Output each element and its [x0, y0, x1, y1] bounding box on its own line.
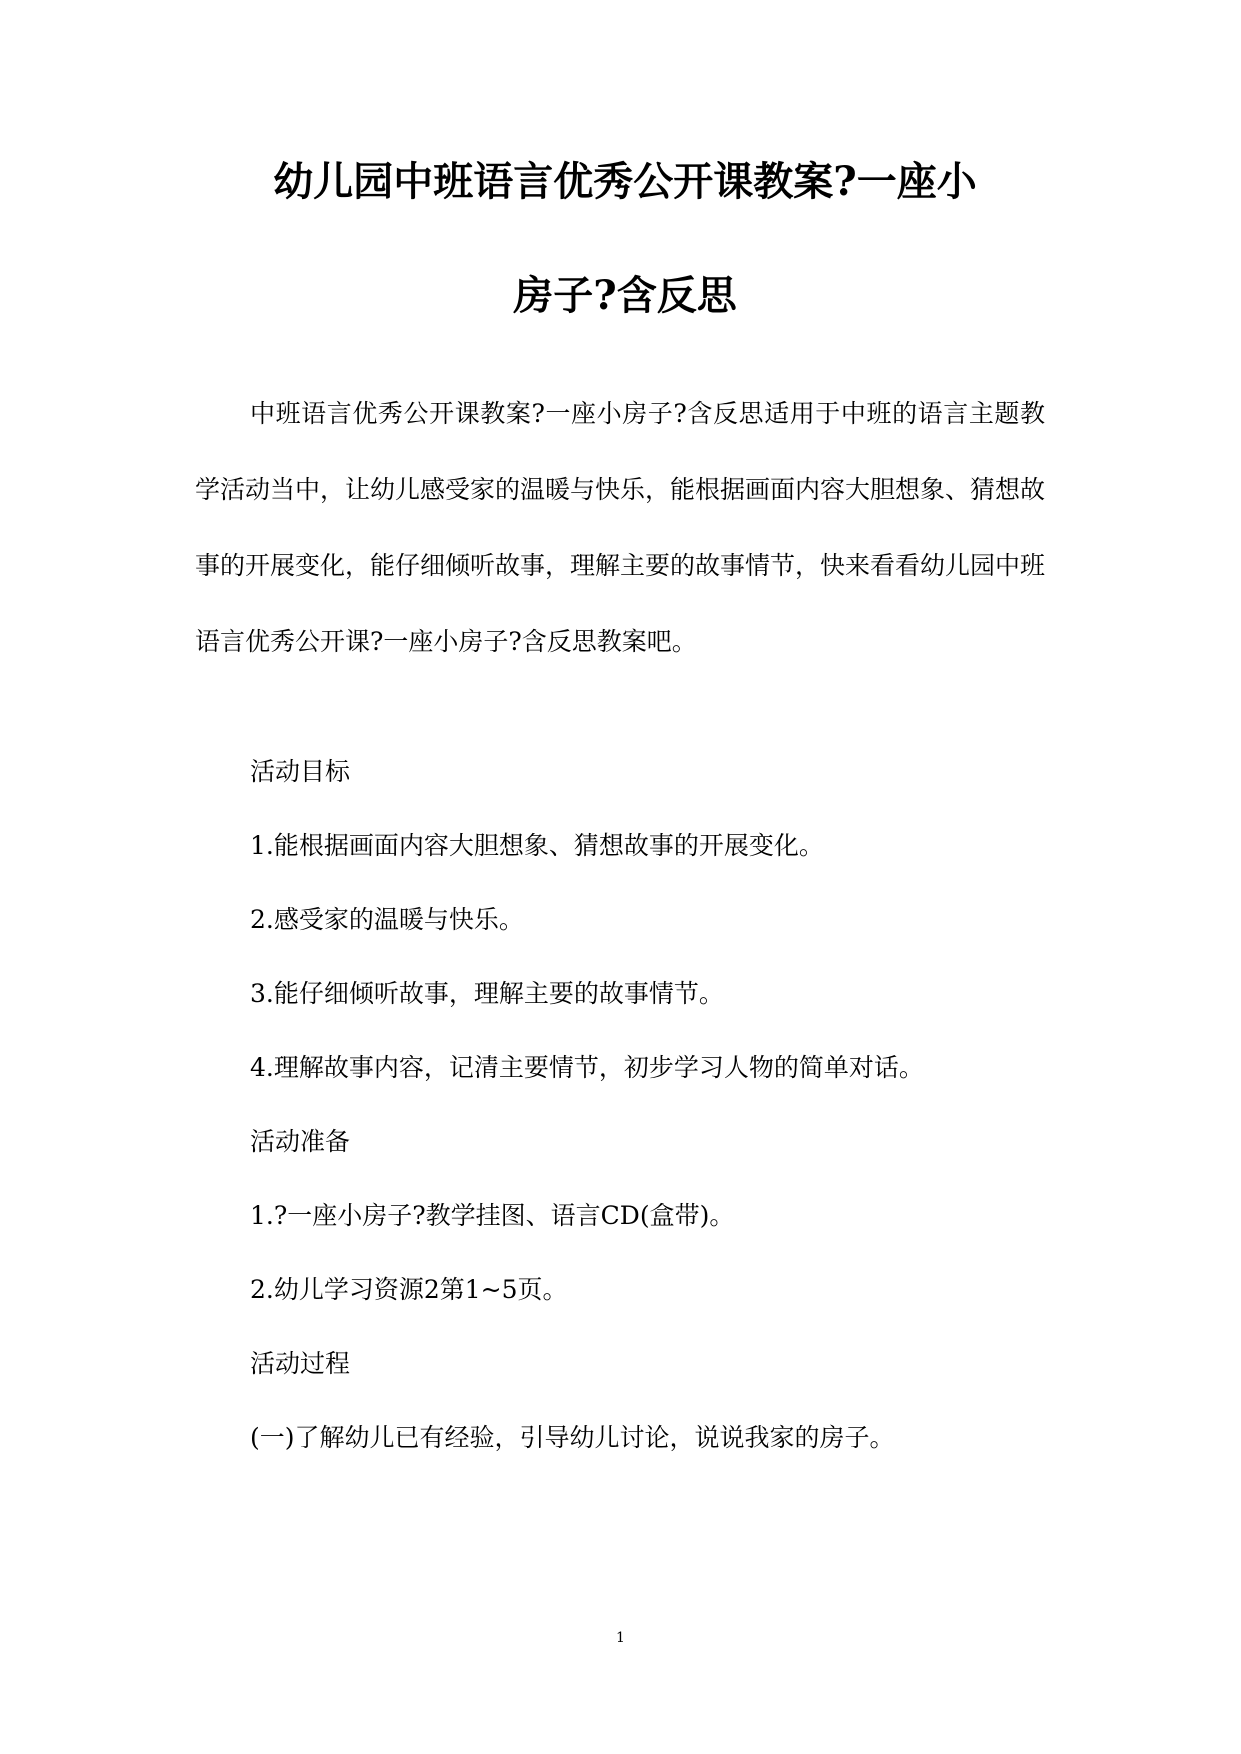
goal-item-1: 1.能根据画面内容大胆想象、猜想故事的开展变化。: [250, 831, 824, 860]
prep-item-2: 2.幼儿学习资源2第1~5页。: [250, 1275, 568, 1304]
goals-heading: 活动目标: [250, 757, 351, 786]
page-number: 1: [616, 1630, 625, 1646]
goal-item-4: 4.理解故事内容，记清主要情节，初步学习人物的简单对话。: [250, 1053, 924, 1082]
goal-item-3: 3.能仔细倾听故事，理解主要的故事情节。: [250, 979, 724, 1008]
document-title-line-2: 房子?含反思: [513, 272, 737, 319]
prep-item-1: 1.?一座小房子?教学挂图、语言CD(盒带)。: [250, 1201, 735, 1230]
process-item-1: (一)了解幼儿已有经验，引导幼儿讨论，说说我家的房子。: [250, 1423, 895, 1452]
document-title-line-1: 幼儿园中班语言优秀公开课教案?一座小: [273, 158, 977, 205]
prep-heading: 活动准备: [250, 1127, 351, 1156]
intro-paragraph: 中班语言优秀公开课教案?一座小房子?含反思适用于中班的语言主题教学活动当中，让幼儿感受家的温暖与快乐，能根据画面内容大胆想象、猜想故事的开展变化，能仔细倾听故事，理解主要的故事情节，快来看看幼儿园中班语言优秀公开课?一座小房子?含反思教案吧。: [195, 399, 1046, 656]
process-heading: 活动过程: [250, 1349, 351, 1378]
goal-item-2: 2.感受家的温暖与快乐。: [250, 905, 524, 934]
